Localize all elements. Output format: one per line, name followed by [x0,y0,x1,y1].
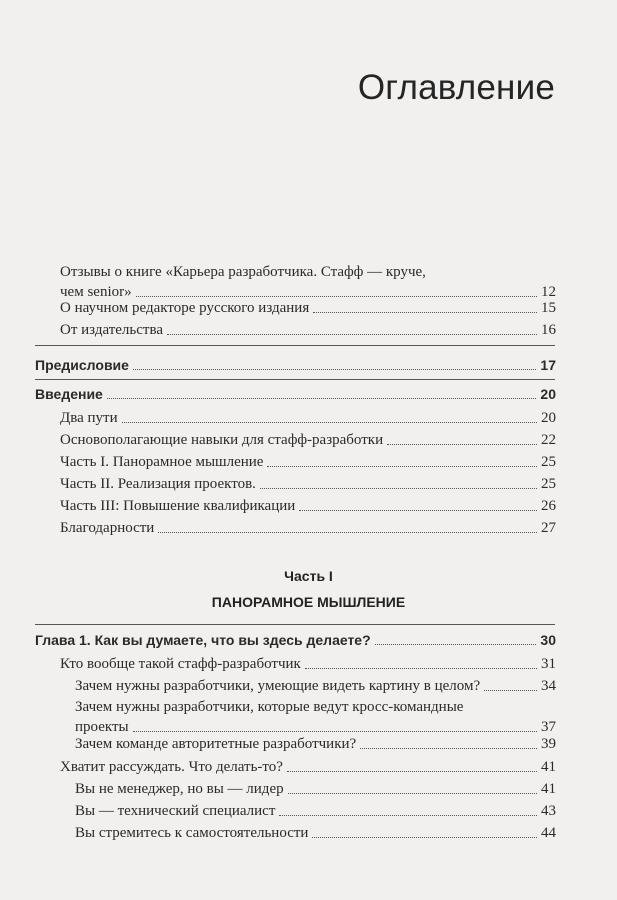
leader-dots [288,793,537,794]
toc-entry-page: 16 [541,322,556,338]
toc-entry-label: Благодарности [60,520,155,536]
toc-entry-page: 31 [541,656,556,672]
leader-dots [360,748,537,749]
toc-entry-page: 20 [540,386,556,402]
toc-entry-page: 37 [541,719,556,735]
toc-entry-chapter-1[interactable] [35,630,556,650]
section-rule [35,624,555,625]
toc-entry[interactable] [75,801,556,821]
toc-entry[interactable] [60,757,556,777]
toc-entry-preface[interactable] [35,355,556,375]
leader-dots [107,398,537,399]
toc-entry[interactable] [60,474,556,494]
toc-entry-label-cont: проекты [75,719,129,735]
leader-dots [375,644,537,645]
toc-entry[interactable] [60,654,556,674]
toc-entry-page: 20 [541,410,556,426]
toc-entry[interactable] [60,262,556,302]
toc-entry[interactable] [60,518,556,538]
toc-entry-page: 44 [541,825,556,841]
leader-dots [387,444,537,445]
leader-dots [133,369,536,370]
toc-entry-label-cont: чем senior» [60,284,132,300]
toc-entry-label: Часть I. Панорамное мышление [60,454,264,470]
toc-entry-label: Вы не менеджер, но вы — лидер [75,781,284,797]
toc-entry-label: Вы стремитесь к самостоятельности [75,825,309,841]
toc-entry-label: Зачем команде авторитетные разработчики? [75,736,357,752]
toc-entry-page: 12 [541,284,556,300]
toc-entry-label: Основополагающие навыки для стафф-разработки [60,432,384,448]
toc-entry[interactable] [75,779,556,799]
toc-entry-page: 39 [541,736,556,752]
toc-entry[interactable] [75,823,556,843]
leader-dots [279,815,537,816]
toc-entry-label: Кто вообще такой стафф-разработчик [60,656,301,672]
toc-entry-label: Зачем нужны разработчики, которые ведут кросс-командные [75,699,464,715]
leader-dots [133,731,537,732]
toc-entry-page: 17 [540,357,556,373]
page-title: Оглавление [357,68,555,107]
toc-entry[interactable] [60,298,556,318]
toc-entry[interactable] [75,734,556,754]
leader-dots [484,690,537,691]
toc-entry[interactable] [75,697,556,737]
section-rule [35,345,555,346]
leader-dots [158,532,537,533]
toc-entry-page: 22 [541,432,556,448]
toc-entry-label: Зачем нужны разработчики, умеющие видеть картину в целом? [75,678,481,694]
toc-entry-label: Хватит рассуждать. Что делать-то? [60,759,283,775]
toc-entry-page: 15 [541,300,556,316]
toc-entry-page: 41 [541,781,556,797]
toc-entry[interactable] [60,452,556,472]
leader-dots [287,771,537,772]
leader-dots [267,466,537,467]
leader-dots [122,422,537,423]
toc-entry[interactable] [75,676,556,696]
toc-entry-label: Введение [35,386,103,402]
toc-entry-page: 34 [541,678,556,694]
section-rule [35,379,555,380]
toc-entry[interactable] [60,430,556,450]
toc-entry[interactable] [60,408,556,428]
leader-dots [305,668,537,669]
toc-entry-label: Глава 1. Как вы думаете, что вы здесь делаете? [35,632,371,648]
part-label: Часть I [284,568,333,584]
toc-entry-label: О научном редакторе русского издания [60,300,310,316]
toc-entry-label: Предисловие [35,357,129,373]
part-title: ПАНОРАМНОЕ МЫШЛЕНИЕ [211,594,406,610]
leader-dots [313,312,537,313]
toc-entry-page: 41 [541,759,556,775]
toc-entry-page: 25 [541,476,556,492]
leader-dots [167,334,537,335]
leader-dots [136,296,537,297]
toc-entry-page: 25 [541,454,556,470]
leader-dots [260,488,537,489]
toc-entry-label: Отзывы о книге «Карьера разработчика. Стафф — круче, [60,264,426,280]
toc-entry-intro[interactable] [35,384,556,404]
toc-entry[interactable] [60,320,556,340]
leader-dots [299,510,537,511]
toc-entry-label: Вы — технический специалист [75,803,276,819]
toc-entry-page: 30 [540,632,556,648]
toc-entry-label: Часть III: Повышение квалификации [60,498,296,514]
toc-entry-page: 27 [541,520,556,536]
toc-entry-label: Два пути [60,410,118,426]
toc-entry-label: От издательства [60,322,164,338]
leader-dots [312,837,537,838]
toc-entry-page: 26 [541,498,556,514]
toc-entry-page: 43 [541,803,556,819]
toc-entry[interactable] [60,496,556,516]
toc-entry-label: Часть II. Реализация проектов. [60,476,256,492]
